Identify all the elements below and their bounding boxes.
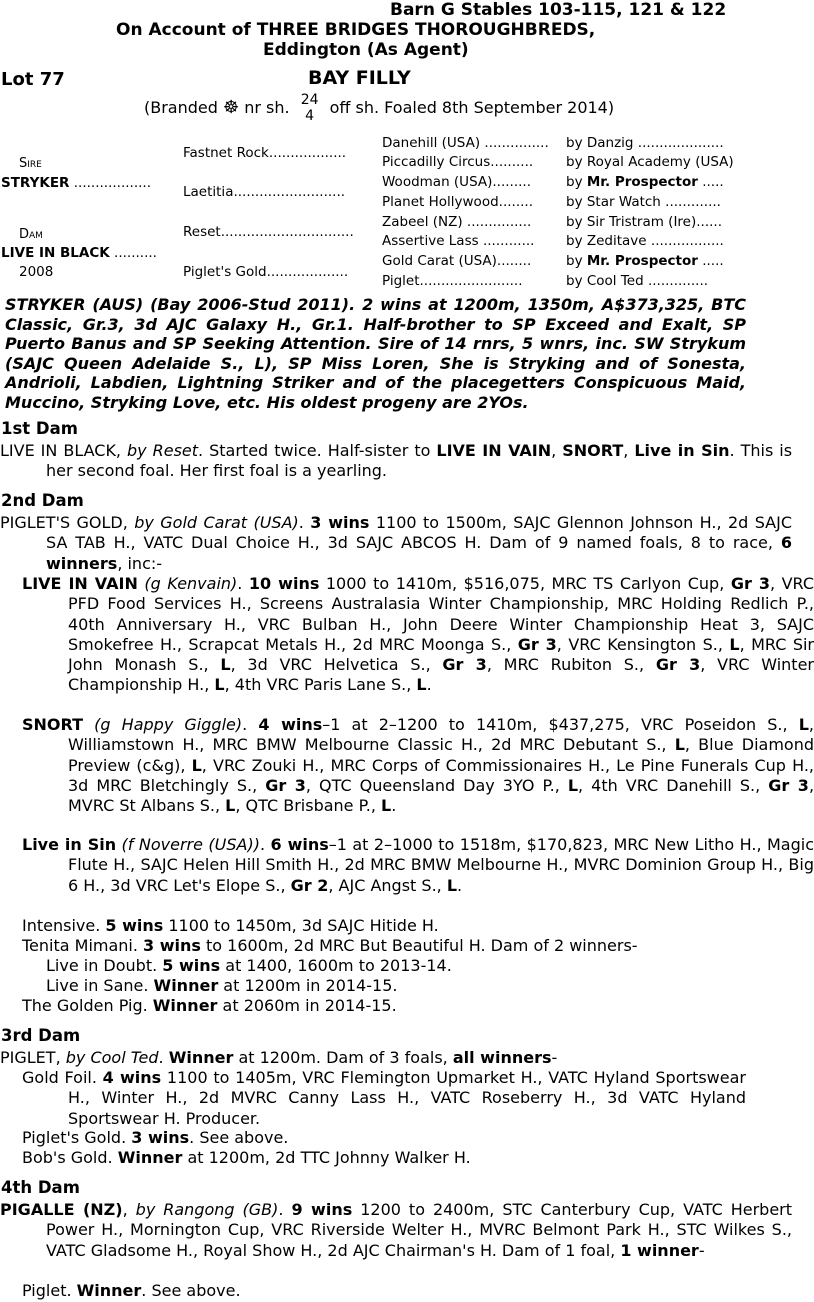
- lot-number: Lot 77: [1, 69, 65, 90]
- gen3-name: Assertive Lass: [382, 233, 479, 249]
- gen4-name: Royal Academy (USA): [586, 154, 734, 170]
- gen4-prefix: by: [566, 154, 583, 170]
- lot-title: BAY FILLY: [308, 67, 411, 89]
- gen4-prefix: by: [566, 174, 583, 190]
- sire-note: STRYKER (AUS) (Bay 2006-Stud 2011). 2 wins at 1200m, 1350m, A$373,325, BTC Classic, Gr.3, 3d AJC Galaxy H., Gr.1. Half-brother to SP Exceed and Exalt, SP Puerto Banus and SP Seeking Attention. Sire of 14 rnrs, 5 wnrs, inc. SW Strykum (SAJC Queen Adelaide S., L), SP Miss Loren, She is Stryking and of Sonesta, Andrioli, Labdien, Lightning Striker and of the placegetters Conspicuous Maid, Muccino, Stryking Love, etc. His oldest progeny are 2YOs.: [5, 295, 746, 412]
- dam-year: 2008: [19, 264, 54, 280]
- gen3-name: Woodman (USA): [382, 174, 493, 190]
- dam-name-cell: LIVE IN BLACK ..........: [1, 245, 157, 261]
- gen4-cell: by Danzig ....................: [566, 135, 724, 151]
- gen4-cell: by Sir Tristram (Ire)......: [566, 214, 723, 230]
- progeny-live-in-sin: Live in Sin (f Noverre (USA)). 6 wins–1 at 2–1000 to 1518m, $170,823, MRC New Litho H., Magic Flute H., SAJC Helen Hill Smith H., 2d MRC BMW Melbourne H., MVRC Dominion Group H., Big 6 H., 3d VRC Let's Elope S., Gr 2, AJC Angst S., L.: [22, 835, 814, 895]
- fraction-top: 24: [300, 92, 319, 108]
- gen3-cell: Planet Hollywood........: [382, 194, 533, 210]
- gen4-cell: by Cool Ted ..............: [566, 273, 709, 289]
- gen2-cell: Fastnet Rock..................: [183, 145, 347, 161]
- progeny-snort: SNORT (g Happy Giggle). 4 wins–1 at 2–1200 to 1410m, $437,275, VRC Poseidon S., L, Williamstown H., MRC BMW Melbourne Classic H., 2d MRC Debutant S., L, Blue Diamond Preview (c&g), L, VRC Zouki H., MRC Corps of Commissionaires H., Le Pine Funerals Cup H., 3d MRC Bletchingly S., Gr 3, QTC Queensland Day 3YO P., L, 4th VRC Danehill S., Gr 3, MVRC St Albans S., L, QTC Brisbane P., L.: [22, 715, 814, 816]
- progeny-piglets-gold: Piglet's Gold. 3 wins. See above.: [22, 1128, 289, 1147]
- gen4-prefix: by: [566, 273, 583, 289]
- heading-1st-dam: 1st Dam: [1, 419, 78, 438]
- gen4-name: Star Watch: [586, 194, 661, 210]
- progeny-tenita-mimani: Tenita Mimani. 3 wins to 1600m, 2d MRC But Beautiful H. Dam of 2 winners-: [22, 936, 638, 955]
- vendor-account: On Account of THREE BRIDGES THOROUGHBREDS,: [116, 20, 596, 40]
- gen4-prefix: by: [566, 214, 583, 230]
- gen4-prefix: by: [566, 233, 583, 249]
- gen4-cell: by Mr. Prospector .....: [566, 253, 724, 269]
- brand-line: [144, 92, 614, 124]
- gen4-name: Danzig: [586, 135, 634, 151]
- brand-fraction: [301, 92, 319, 124]
- gen4-prefix: by: [566, 194, 583, 210]
- gen3-name: Zabeel (NZ): [382, 214, 463, 230]
- progeny-live-in-vain: LIVE IN VAIN (g Kenvain). 10 wins 1000 to 1410m, $516,075, MRC TS Carlyon Cup, Gr 3, VRC PFD Food Services H., Screens Australasia Winter Championship, MRC Holding Redlich P., 40th Anniversary H., VRC Bulban H., John Deere Winter Championship Heat 3, SAJC Smokefree H., Scrapcat Metals H., 2d MRC Moonga S., Gr 3, VRC Kensington S., L, MRC Sir John Monash S., L, 3d VRC Helvetica S., Gr 3, MRC Rubiton S., Gr 3, VRC Winter Championship H., L, 4th VRC Paris Lane S., L.: [22, 574, 814, 695]
- gen3-name: Danehill (USA): [382, 135, 481, 151]
- progeny-live-in-doubt: Live in Doubt. 5 wins at 1400, 1600m to 2013-14.: [46, 956, 452, 975]
- gen2-cell: Piglet's Gold...................: [183, 264, 349, 280]
- gen4-name: Cool Ted: [586, 273, 644, 289]
- gen3-cell: Gold Carat (USA)........: [382, 253, 532, 269]
- brand-nr: nr sh.: [244, 98, 290, 117]
- progeny-intensive: Intensive. 5 wins 1100 to 1450m, 3d SAJC Hitide H.: [22, 916, 439, 935]
- progeny-golden-pig: The Golden Pig. Winner at 2060m in 2014-15.: [22, 996, 397, 1015]
- barn-info: Barn G Stables 103-115, 121 & 122: [390, 0, 727, 20]
- dam-name: LIVE IN BLACK: [1, 245, 110, 261]
- gen4-name: Mr. Prospector: [586, 253, 698, 269]
- gen3-cell: Danehill (USA) ...............: [382, 135, 549, 151]
- gen4-name: Mr. Prospector: [586, 174, 698, 190]
- gen2-cell: Laetitia..........................: [183, 184, 346, 200]
- dam3-paragraph: PIGLET, by Cool Ted. Winner at 1200m. Dam of 3 foals, all winners-: [0, 1048, 558, 1067]
- gen3-name: Piglet: [382, 273, 420, 289]
- sire-label: Sire: [19, 156, 42, 171]
- gen2-cell: Reset...............................: [183, 224, 354, 240]
- gen2-name: Reset: [183, 224, 221, 240]
- gen3-cell: Woodman (USA).........: [382, 174, 532, 190]
- fraction-bottom: 4: [305, 108, 315, 124]
- gen4-cell: [566, 153, 734, 172]
- dam2-paragraph: PIGLET'S GOLD, by Gold Carat (USA). 3 wins 1100 to 1500m, SAJC Glennon Johnson H., 2d SAJC SA TAB H., VATC Dual Choice H., 3d SAJC ABCOS H. Dam of 9 named foals, 8 to race, 6 winners, inc:-: [0, 513, 793, 573]
- dam1-paragraph: LIVE IN BLACK, by Reset. Started twice. Half-sister to LIVE IN VAIN, SNORT, Live in Sin. This is her second foal. Her first foal is a yearling.: [0, 441, 793, 481]
- heading-2nd-dam: 2nd Dam: [1, 491, 84, 510]
- gen4-cell: by Star Watch .............: [566, 194, 721, 210]
- gen4-cell: by Zeditave .................: [566, 233, 724, 249]
- dam-label: Dam: [19, 227, 43, 242]
- gen2-name: Piglet's Gold: [183, 264, 267, 280]
- progeny-gold-foil: Gold Foil. 4 wins 1100 to 1405m, VRC Flemington Upmarket H., VATC Hyland Sportswear H., Winter H., 2d MVRC Canny Lass H., VATC Roseberry H., 3d VATC Hyland Sportswear H. Producer.: [22, 1068, 746, 1128]
- brand-prefix: (Branded: [144, 98, 218, 117]
- heading-4th-dam: 4th Dam: [1, 1178, 80, 1197]
- gen3-name: Gold Carat (USA): [382, 253, 497, 269]
- gen3-cell: Piglet........................: [382, 273, 523, 289]
- sire-name-cell: STRYKER ..................: [1, 175, 151, 191]
- gen3-name: Planet Hollywood: [382, 194, 499, 210]
- gen3-cell: Assertive Lass ............: [382, 233, 535, 249]
- agent-name: Eddington (As Agent): [263, 40, 469, 60]
- heading-3rd-dam: 3rd Dam: [1, 1026, 81, 1045]
- brand-suffix: off sh. Foaled 8th September 2014): [329, 98, 615, 117]
- gen3-name: Piccadilly Circus: [382, 154, 491, 170]
- progeny-piglet: Piglet. Winner. See above.: [22, 1281, 241, 1300]
- progeny-bobs-gold: Bob's Gold. Winner at 1200m, 2d TTC Johnny Walker H.: [22, 1148, 471, 1167]
- gen3-cell: Zabeel (NZ) ...............: [382, 214, 532, 230]
- dam4-paragraph: PIGALLE (NZ), by Rangong (GB). 9 wins 1200 to 2400m, STC Canterbury Cup, VATC Herbert Power H., Mornington Cup, VRC Riverside Welter H., MVRC Belmont Park H., STC Wilkes S., VATC Gladsome H., Royal Show H., 2d AJC Chairman's H. Dam of 1 foal, 1 winner-: [0, 1200, 793, 1260]
- gen3-cell: Piccadilly Circus..........: [382, 154, 534, 170]
- gen4-cell: by Mr. Prospector .....: [566, 174, 724, 190]
- gen4-prefix: by: [566, 135, 583, 151]
- gen2-name: Laetitia: [183, 184, 234, 200]
- sire-name: STRYKER: [1, 175, 70, 191]
- gen4-prefix: by: [566, 253, 583, 269]
- progeny-live-in-sane: Live in Sane. Winner at 1200m in 2014-15.: [46, 976, 398, 995]
- gen4-name: Zeditave: [586, 233, 647, 249]
- brand-icon: ☸: [223, 97, 240, 118]
- gen2-name: Fastnet Rock: [183, 145, 269, 161]
- gen4-name: Sir Tristram (Ire): [586, 214, 697, 230]
